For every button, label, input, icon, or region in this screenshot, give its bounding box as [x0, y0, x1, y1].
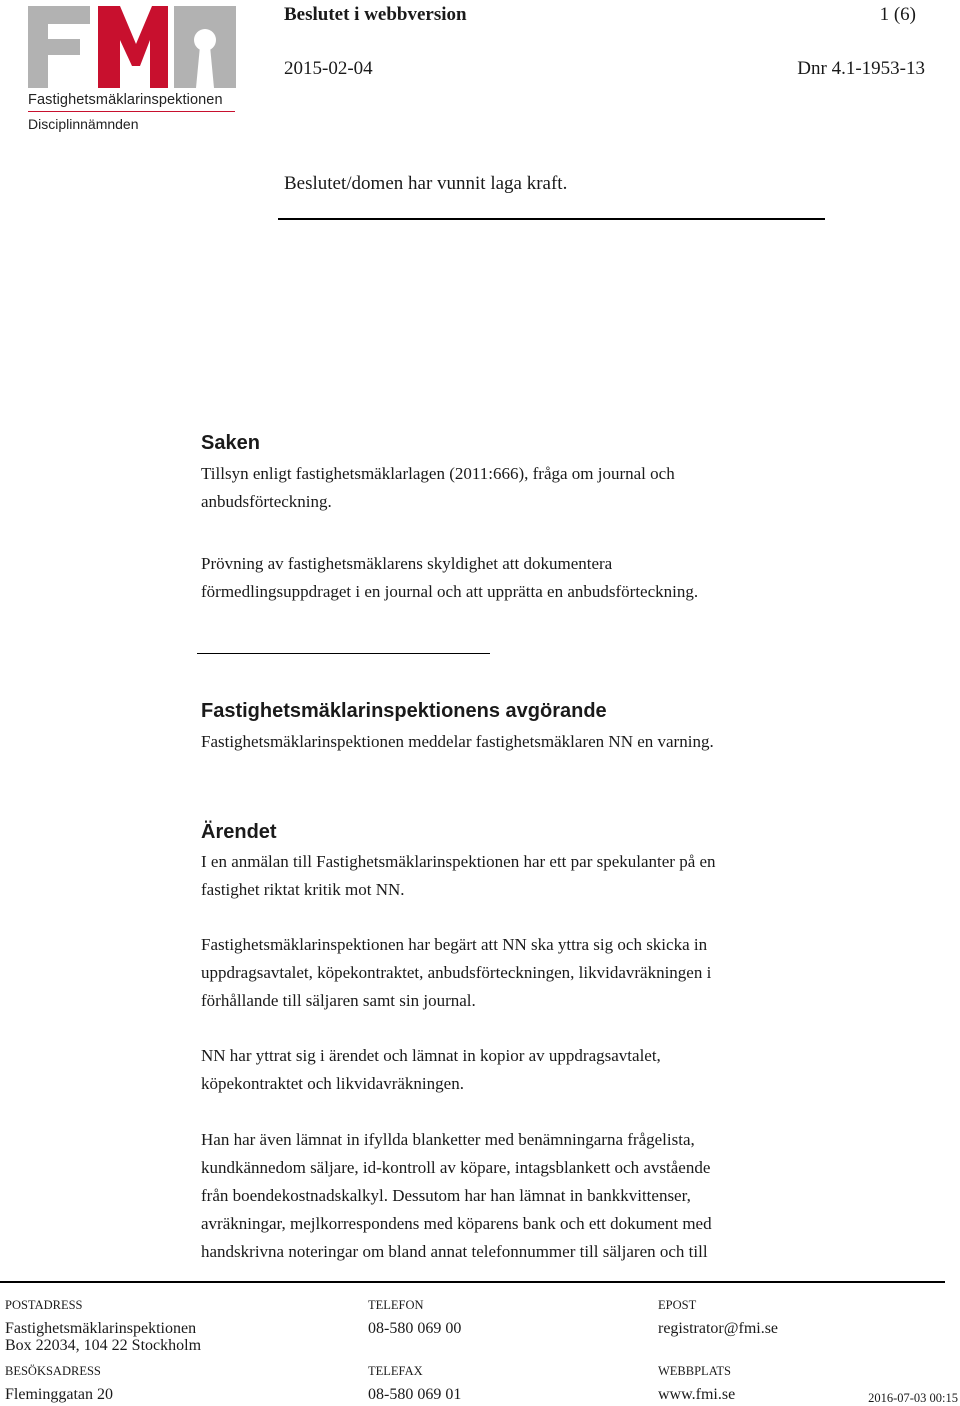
heading-saken: Saken — [201, 432, 260, 454]
saken-p2-line2: förmedlingsuppdraget i en journal och att upprätta en anbudsförteckning. — [201, 582, 699, 601]
footer-besoksadress-label: BESÖKSADRESS — [5, 1364, 101, 1378]
document-title: Beslutet i webbversion — [284, 4, 467, 25]
arendet-p4-line4: avräkningar, mejlkorrespondens med köparens bank och ett dokument med — [201, 1214, 712, 1233]
arendet-p3-line1: NN har yttrat sig i ärendet och lämnat in kopior av uppdragsavtalet, — [201, 1046, 661, 1065]
logo-divider — [28, 111, 235, 112]
footer-telefax-label: TELEFAX — [368, 1364, 423, 1378]
footer-epost-label: EPOST — [658, 1298, 697, 1312]
footer-postadress-label: POSTADRESS — [5, 1298, 83, 1312]
saken-p1-line2: anbudsförteckning. — [201, 492, 332, 511]
heading-avgorande: Fastighetsmäklarinspektionens avgörande — [201, 700, 607, 722]
arendet-p1-line2: fastighet riktat kritik mot NN. — [201, 880, 405, 899]
arendet-p2-line1: Fastighetsmäklarinspektionen har begärt att NN ska yttra sig och skicka in — [201, 935, 708, 954]
avgorande-text: Fastighetsmäklarinspektionen meddelar fastighetsmäklaren NN en varning. — [201, 732, 714, 751]
logo-letter-m — [98, 6, 168, 88]
arendet-p1-line1: I en anmälan till Fastighetsmäklarinspektionen har ett par spekulanter på en — [201, 852, 716, 871]
decision-date: 2015-02-04 — [284, 58, 373, 79]
arendet-p2-line2: uppdragsavtalet, köpekontraktet, anbudsförteckningen, likvidavräkningen i — [201, 963, 712, 982]
footer-webbplats: www.fmi.se — [658, 1386, 736, 1403]
footer-telefon-label: TELEFON — [368, 1298, 424, 1312]
arendet-p4-line2: kundkännedom säljare, id-kontroll av köpare, intagsblankett och avstående — [201, 1158, 711, 1177]
saken-p1-line1: Tillsyn enligt fastighetsmäklarlagen (2011:666), fråga om journal och — [201, 464, 675, 483]
footer-postadress-line2: Box 22034, 104 22 Stockholm — [5, 1337, 202, 1354]
arendet-p4-line1: Han har även lämnat in ifyllda blanketter med benämningarna frågelista, — [201, 1130, 695, 1149]
fmi-logo — [28, 6, 238, 96]
logo-name: Fastighetsmäklarinspektionen — [28, 92, 223, 108]
footer-telefax: 08-580 069 01 — [368, 1386, 462, 1403]
arendet-p3-line2: köpekontraktet och likvidavräkningen. — [201, 1074, 464, 1093]
footer-epost: registrator@fmi.se — [658, 1320, 779, 1337]
footer-besoksadress: Fleminggatan 20 — [5, 1386, 113, 1403]
footer-telefon: 08-580 069 00 — [368, 1320, 462, 1337]
footer-webbplats-label: WEBBPLATS — [658, 1364, 731, 1378]
arendet-p4-line5: handskrivna noteringar om bland annat telefonnummer till säljaren och till — [201, 1242, 708, 1261]
case-number: Dnr 4.1-1953-13 — [797, 58, 925, 79]
print-timestamp: 2016-07-03 00:15 — [868, 1391, 958, 1405]
legal-force-notice: Beslutet/domen har vunnit laga kraft. — [284, 173, 568, 194]
footer-rule — [0, 1281, 945, 1283]
logo-subtitle: Disciplinnämnden — [28, 116, 139, 132]
page-number: 1 (6) — [879, 4, 916, 25]
saken-p2-line1: Prövning av fastighetsmäklarens skyldighet att dokumentera — [201, 554, 613, 573]
heading-arendet: Ärendet — [201, 821, 277, 843]
arendet-p4-line3: från boendekostnadskalkyl. Dessutom har han lämnat in bankkvittenser, — [201, 1186, 691, 1205]
header-rule — [278, 218, 825, 220]
arendet-p2-line3: förhållande till säljaren samt sin journal. — [201, 991, 476, 1010]
footer-postadress-line1: Fastighetsmäklarinspektionen — [5, 1320, 197, 1337]
section-rule — [197, 653, 490, 654]
